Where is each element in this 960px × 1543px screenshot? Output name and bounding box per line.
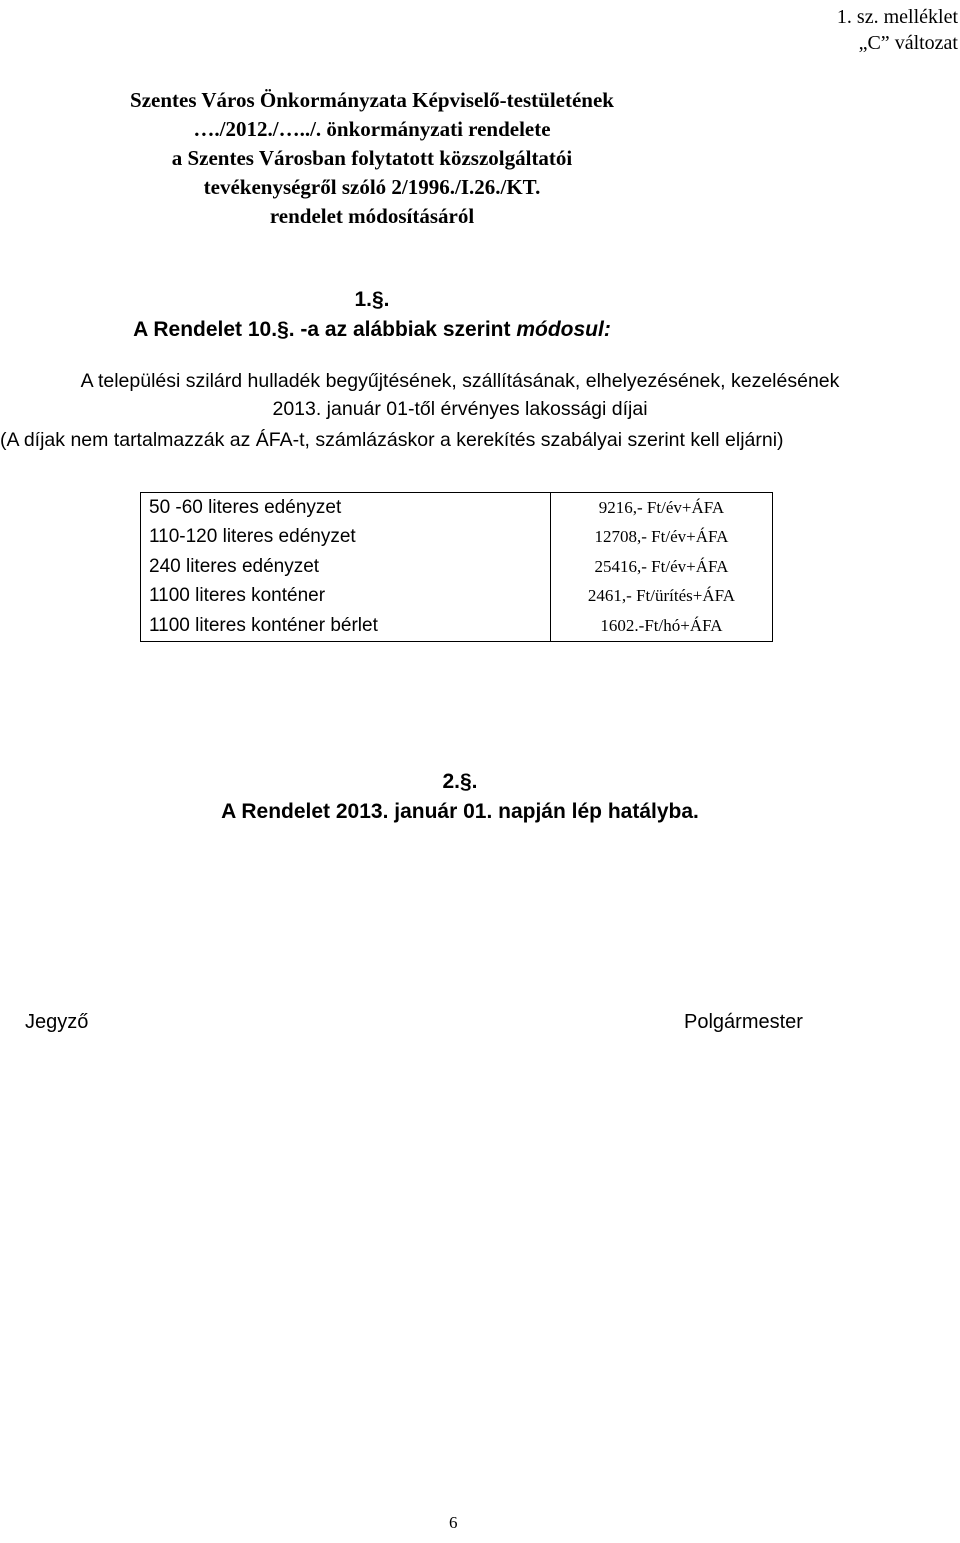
fee-category: 240 literes edényzet [141, 552, 551, 582]
table-row [141, 552, 773, 582]
document-title [0, 86, 744, 231]
section-2-heading: 2.§. [442, 770, 478, 793]
title-line: Szentes Város Önkormányzata Képviselő-testületének [130, 88, 614, 112]
section-2 [0, 767, 920, 827]
title-line: a Szentes Városban folytatott közszolgáltatói [171, 146, 573, 170]
section-1-heading: 1.§. [354, 288, 390, 311]
signature-notary: Jegyző [25, 1011, 89, 1033]
fee-price: 9216,- Ft/év+ÁFA [551, 493, 773, 523]
fee-intro-line: 2013. január 01-től érvényes lakossági díjai [272, 398, 648, 420]
fee-price: 2461,- Ft/ürítés+ÁFA [551, 582, 773, 612]
section-2-text: A Rendelet 2013. január 01. napján lép hatályba. [221, 800, 699, 823]
fee-category: 50 -60 literes edényzet [141, 493, 551, 523]
table-row [141, 611, 773, 641]
table-row [141, 523, 773, 553]
section-1 [0, 285, 744, 345]
section-1-text [0, 315, 744, 345]
fee-price: 12708,- Ft/év+ÁFA [551, 523, 773, 553]
table-row [141, 493, 773, 523]
table-row [141, 582, 773, 612]
title-line: …./2012./…../. önkormányzati rendelete [193, 117, 551, 141]
annex-number: 1. sz. melléklet [836, 6, 958, 28]
annex-variant: „C” változat [858, 32, 958, 54]
title-line: tevékenységről szóló 2/1996./I.26./KT. [203, 175, 541, 199]
fee-category: 110-120 literes edényzet [141, 523, 551, 553]
section-1-text-italic: módosul: [516, 318, 611, 341]
fee-category: 1100 literes konténer [141, 582, 551, 612]
fee-note: (A díjak nem tartalmazzák az ÁFA-t, számlázáskor a kerekítés szabályai szerint kell eljárni) [0, 429, 784, 451]
fee-table [140, 492, 773, 642]
section-1-text-plain: A Rendelet 10.§. -a az alábbiak szerint [133, 318, 517, 341]
page-number: 6 [449, 1513, 458, 1532]
fee-intro-line: A települési szilárd hulladék begyűjtésének, szállításának, elhelyezésének, kezelésének [80, 370, 840, 392]
title-line: rendelet módosításáról [269, 204, 475, 228]
fee-price: 1602.-Ft/hó+ÁFA [551, 611, 773, 641]
signature-mayor: Polgármester [684, 1011, 803, 1033]
fee-price: 25416,- Ft/év+ÁFA [551, 552, 773, 582]
annex-label [837, 4, 958, 56]
fee-intro [0, 367, 920, 451]
fee-category: 1100 literes konténer bérlet [141, 611, 551, 641]
